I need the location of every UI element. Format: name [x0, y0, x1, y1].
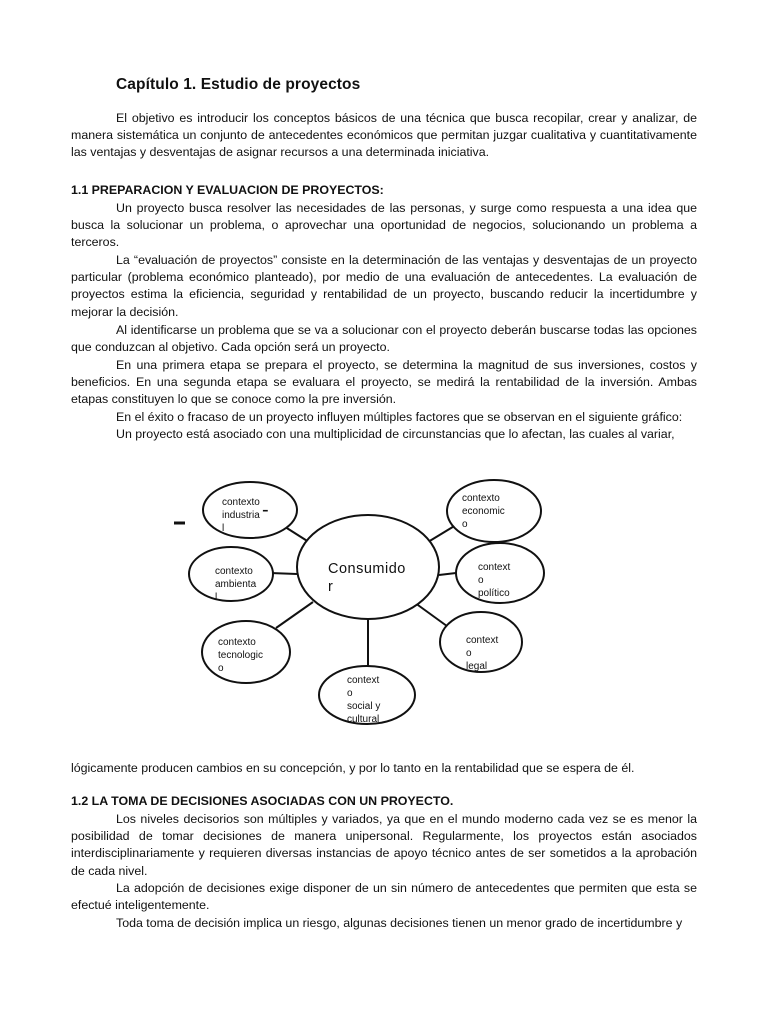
node-economic-line-2: economic	[462, 506, 505, 517]
intro-paragraph: El objetivo es introducir los conceptos básicos de una técnica que busca recopilar, crear y analizar, de manera sistemática un conjunto de antecedentes económicos que permitan juzgar cualitativa y cuantitativamente las ventajas y desventajas de asignar recursos a una determinada iniciativa.	[71, 111, 697, 160]
section-2-heading: 1.2 LA TOMA DE DECISIONES ASOCIADAS CON UN PROYECTO.	[71, 794, 454, 808]
section-1-paragraph-6: Un proyecto está asociado con una multiplicidad de circunstancias que lo afectan, las cuales al variar,	[116, 427, 675, 441]
node-industrial-line-1: contexto	[222, 497, 260, 508]
center-label-line-2: r	[328, 579, 334, 595]
node-tecnologico-line-3: o	[218, 663, 224, 674]
node-politico	[478, 561, 510, 600]
node-ambiental-line-2: ambienta	[215, 579, 257, 590]
node-tecnologico-line-2: tecnologic	[218, 650, 264, 661]
node-ambiental-line-1: contexto	[215, 566, 253, 577]
node-politico-line-1: context	[478, 562, 511, 573]
section-2-paragraph-2: La adopción de decisiones exige disponer de un sin número de antecedentes que permiten que esta se efectué inteligentemente.	[71, 881, 697, 913]
dash-mark: -	[262, 499, 269, 521]
node-industrial-line-3: l	[222, 523, 225, 534]
section-1-paragraph-4: En una primera etapa se prepara el proyecto, se determina la magnitud de sus inversiones, costos y beneficios. En una segunda etapa se evaluara el proyecto, se medirá la rentabilidad de la inversión. Ambas etapas constituyen lo que se conoce como la pre inversión.	[71, 358, 697, 407]
node-social-line-1: context	[347, 675, 380, 686]
connector-ambiental	[270, 573, 297, 574]
section-1-heading: 1.1 PREPARACION Y EVALUACION DE PROYECTOS:	[71, 183, 384, 197]
after-diagram-paragraph: lógicamente producen cambios en su concepción, y por lo tanto en la rentabilidad que se espera de él.	[71, 761, 635, 775]
connector-politico	[439, 573, 456, 575]
node-social	[347, 674, 380, 726]
node-economic	[462, 492, 505, 531]
node-legal-line-1: context	[466, 635, 499, 646]
node-social-line-4: cultural	[347, 714, 380, 725]
node-politico-line-3: político	[478, 588, 510, 599]
node-tecnologico-line-1: contexto	[218, 637, 256, 648]
connector-tecnologico	[276, 602, 313, 628]
center-label-line-1: Consumido	[328, 561, 406, 577]
center-node-label	[328, 560, 406, 596]
section-1-paragraph-5: En el éxito o fracaso de un proyecto influyen múltiples factores que se observan en el siguiente gráfico:	[116, 410, 683, 424]
context-diagram	[160, 470, 720, 745]
section-1-paragraph-3: Al identificarse un problema que se va a solucionar con el proyecto deberán buscarse todas las opciones que conduzcan al objetivo. Cada opción será un proyecto.	[71, 323, 697, 355]
node-industrial	[222, 496, 260, 535]
node-politico-line-2: o	[478, 575, 484, 586]
node-tecnologico	[218, 636, 263, 675]
node-social-line-3: social y	[347, 701, 381, 712]
connector-economic	[428, 525, 456, 542]
node-industrial-line-2: industria	[222, 510, 260, 521]
node-social-line-2: o	[347, 688, 353, 699]
node-legal-line-2: o	[466, 648, 472, 659]
node-economic-line-3: o	[462, 519, 468, 530]
node-economic-line-1: contexto	[462, 493, 500, 504]
node-ambiental	[215, 565, 256, 604]
chapter-title: Capítulo 1. Estudio de proyectos	[116, 76, 361, 93]
section-1-paragraph-2: La “evaluación de proyectos” consiste en la determinación de las ventajas y desventajas de un proyecto particular (problema económico planteado), por medio de una evaluación de antecedentes. La evaluación de proyectos estima la eficiencia, seguridad y rentabilidad de un proyecto, buscando reducir la incertidumbre y mejorar la decisión.	[71, 253, 697, 319]
section-2-paragraph-3: Toda toma de decisión implica un riesgo, algunas decisiones tienen un menor grado de incertidumbre y	[116, 916, 683, 930]
node-ambiental-line-3: l	[215, 592, 218, 603]
node-legal	[466, 634, 498, 673]
node-legal-line-3: legal	[466, 661, 488, 672]
section-2-paragraph-1: Los niveles decisorios son múltiples y variados, ya que en el mundo moderno cada vez se es menor la posibilidad de tomar decisiones de manera unipersonal. Regularmente, los proyectos están asociados interdisciplinariamente y requieren diversas instancias de apoyo técnico antes de ser sometidos a la aprobación de cada nivel.	[71, 812, 697, 878]
section-1-paragraph-1: Un proyecto busca resolver las necesidades de las personas, y surge como respuesta a una idea que busca la solucionar un problema, o aprovechar una oportunidad de negocios, solucionando un problema a terceros.	[71, 201, 697, 250]
